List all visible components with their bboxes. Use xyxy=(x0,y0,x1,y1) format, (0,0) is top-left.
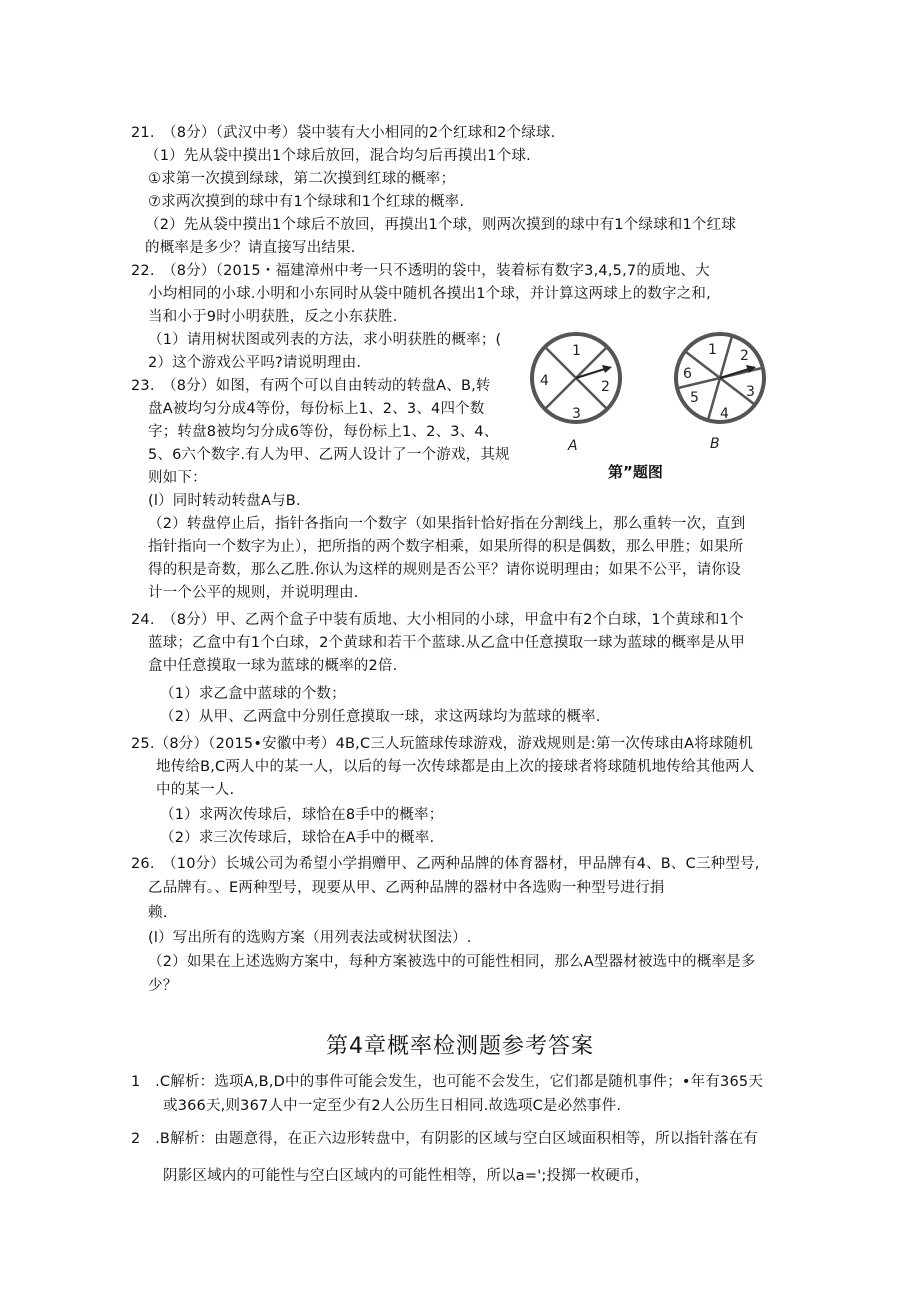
figure-caption: 第”题图 xyxy=(608,463,663,481)
q22-line-3: 当和小于9时小明获胜，反之小东获胜. xyxy=(148,309,398,325)
q23-line-4: 5、6六个数字.有人为甲、乙两人设计了一个游戏，其规 xyxy=(148,447,510,463)
q26-line-4: (l）写出所有的选购方案（用列表法或树状图法）. xyxy=(148,930,472,946)
spinner-b-number: 5 xyxy=(690,390,699,406)
q23-line-9: 得的积是奇数，那么乙胜.你认为这样的规则是否公平？请你说明理由；如果不公平，请你设 xyxy=(148,562,741,578)
answer-1-line-1: 1 .C解析：选项A,B,D中的事件可能会发生，也可能不会发生，它们都是随机事件；•年有365天 xyxy=(131,1074,764,1090)
spinner-b-figure xyxy=(668,330,778,455)
q21-line-5: （2）先从袋中摸出1个球后不放回，再摸出1个球，则两次摸到的球中有1个绿球和1个红球 xyxy=(145,217,737,233)
q26-line-3: 赖. xyxy=(148,905,168,921)
q23-line-10: 计一个公平的规则，并说明理由. xyxy=(148,585,359,601)
spinner-a-label: A xyxy=(568,438,578,454)
answer-2-line-2: 阴影区域内的可能性与空白区域内的可能性相等，所以a=';投掷一枚硬币， xyxy=(163,1168,650,1184)
q26-line-1: 26. （10分）长城公司为希望小学捐赠甲、乙两种品牌的体育器材，甲品牌有4、B、C三种型号, xyxy=(131,856,760,872)
q26-line-2: 乙品牌有。、E两种型号，现要从甲、乙两种品牌的器材中各选购一种型号进行捐 xyxy=(148,880,665,896)
spinner-a-number: 1 xyxy=(572,343,581,359)
q23-line-2: 盘A被均匀分成4等份，每份标上1、2、3、4四个数 xyxy=(148,401,485,417)
q25-line-1: 25.（8分）（2015•安徽中考）4B,C三人玩篮球传球游戏，游戏规则是:第一次传球由A将球随机 xyxy=(131,736,753,752)
answer-1-line-2: 或366天,则367人中一定至少有2人公历生日相同.故选项C是必然事件. xyxy=(163,1098,622,1114)
q23-line-8: 指针指向一个数字为止），把所指的两个数字相乘，如果所得的积是偶数，那么甲胜；如果所 xyxy=(148,539,744,555)
spinner-a-number: 4 xyxy=(540,373,549,389)
q21-line-3: ①求第一次摸到绿球，第二次摸到红球的概率； xyxy=(148,171,456,187)
spinner-b-pointer xyxy=(720,368,752,378)
q25-line-5: （2）求三次传球后，球恰在A手中的概率. xyxy=(160,830,435,846)
spinner-b-number: 4 xyxy=(720,406,729,422)
spinner-b-number: 6 xyxy=(683,366,692,382)
q23-line-6: (l）同时转动转盘A与B. xyxy=(148,493,301,509)
q22-line-4: （1）请用树状图或列表的方法，求小明获胜的概率；( xyxy=(148,332,502,348)
q26-line-5: （2）如果在上述选购方案中，每种方案被选中的可能性相同，那么A型器材被选中的概率是多 xyxy=(148,954,756,970)
q24-line-2: 蓝球；乙盒中有1个白球，2个黄球和若干个蓝球.从乙盒中任意摸取一球为蓝球的概率是从甲 xyxy=(148,635,745,651)
q23-line-7: （2）转盘停止后，指针各指向一个数字（如果指针恰好指在分割线上，那么重转一次，直到 xyxy=(148,516,746,532)
spinner-b-label: B xyxy=(710,436,720,452)
spinner-a-figure xyxy=(528,330,624,455)
q25-line-2: 地传给B,C两人中的某一人，以后的每一次传球都是由上次的接球者将球随机地传给其他两人 xyxy=(156,759,755,775)
q23-line-3: 字；转盘8被均匀分成6等份，每份标上1、2、3、4、 xyxy=(148,424,499,440)
q26-line-6: 少？ xyxy=(148,978,178,994)
q25-line-4: （1）求两次传球后，球恰在8手中的概率； xyxy=(160,807,444,823)
q22-line-2: 小均相同的小球.小明和小东同时从袋中随机各摸出1个球，并计算这两球上的数字之和, xyxy=(148,286,711,302)
q22-line-1: 22. （8分）（2015・福建漳州中考一只不透明的袋中，装着标有数字3,4,5,7的质地、大 xyxy=(131,263,710,279)
q21-line-6: 的概率是多少？请直接写出结果. xyxy=(145,240,356,256)
q24-line-5: （2）从甲、乙两盒中分别任意摸取一球，求这两球均为蓝球的概率. xyxy=(160,709,601,725)
arrowhead-icon xyxy=(602,365,612,373)
q23-line-1: 23. （8分）如图，有两个可以自由转动的转盘A、B,转 xyxy=(131,378,491,394)
spinner-b-number: 3 xyxy=(746,384,755,400)
spinner-b-number: 2 xyxy=(740,348,749,364)
spinner-a-number: 3 xyxy=(572,406,581,422)
answer-title: 第4章概率检测题参考答案 xyxy=(326,1034,594,1059)
q25-line-3: 中的某一人. xyxy=(156,782,235,798)
q24-line-3: 盒中任意摸取一球为蓝球的概率的2倍. xyxy=(148,658,398,674)
q22-line-5: 2）这个游戏公平吗?请说明理由. xyxy=(148,355,362,371)
spinner-a-number: 2 xyxy=(601,379,610,395)
q21-line-4: ⑦求两次摸到的球中有1个绿球和1个红球的概率. xyxy=(148,194,465,210)
q24-line-1: 24. （8分）甲、乙两个盒子中装有质地、大小相同的小球，甲盒中有2个白球，1个黄球和1个 xyxy=(131,612,744,628)
spinner-b-number: 1 xyxy=(708,342,717,358)
q21-line-1: 21. （8分）（武汉中考）袋中装有大小相同的2个红球和2个绿球. xyxy=(131,125,556,141)
answer-2-line-1: 2 .B解析：由题意得，在正六边形转盘中，有阴影的区域与空白区域面积相等，所以指针落在有 xyxy=(131,1131,759,1147)
q23-line-5: 则如下： xyxy=(148,470,207,486)
q21-line-2: （1）先从袋中摸出1个球后放回，混合均匀后再摸出1个球. xyxy=(145,148,531,164)
q24-line-4: （1）求乙盒中蓝球的个数； xyxy=(160,686,346,702)
